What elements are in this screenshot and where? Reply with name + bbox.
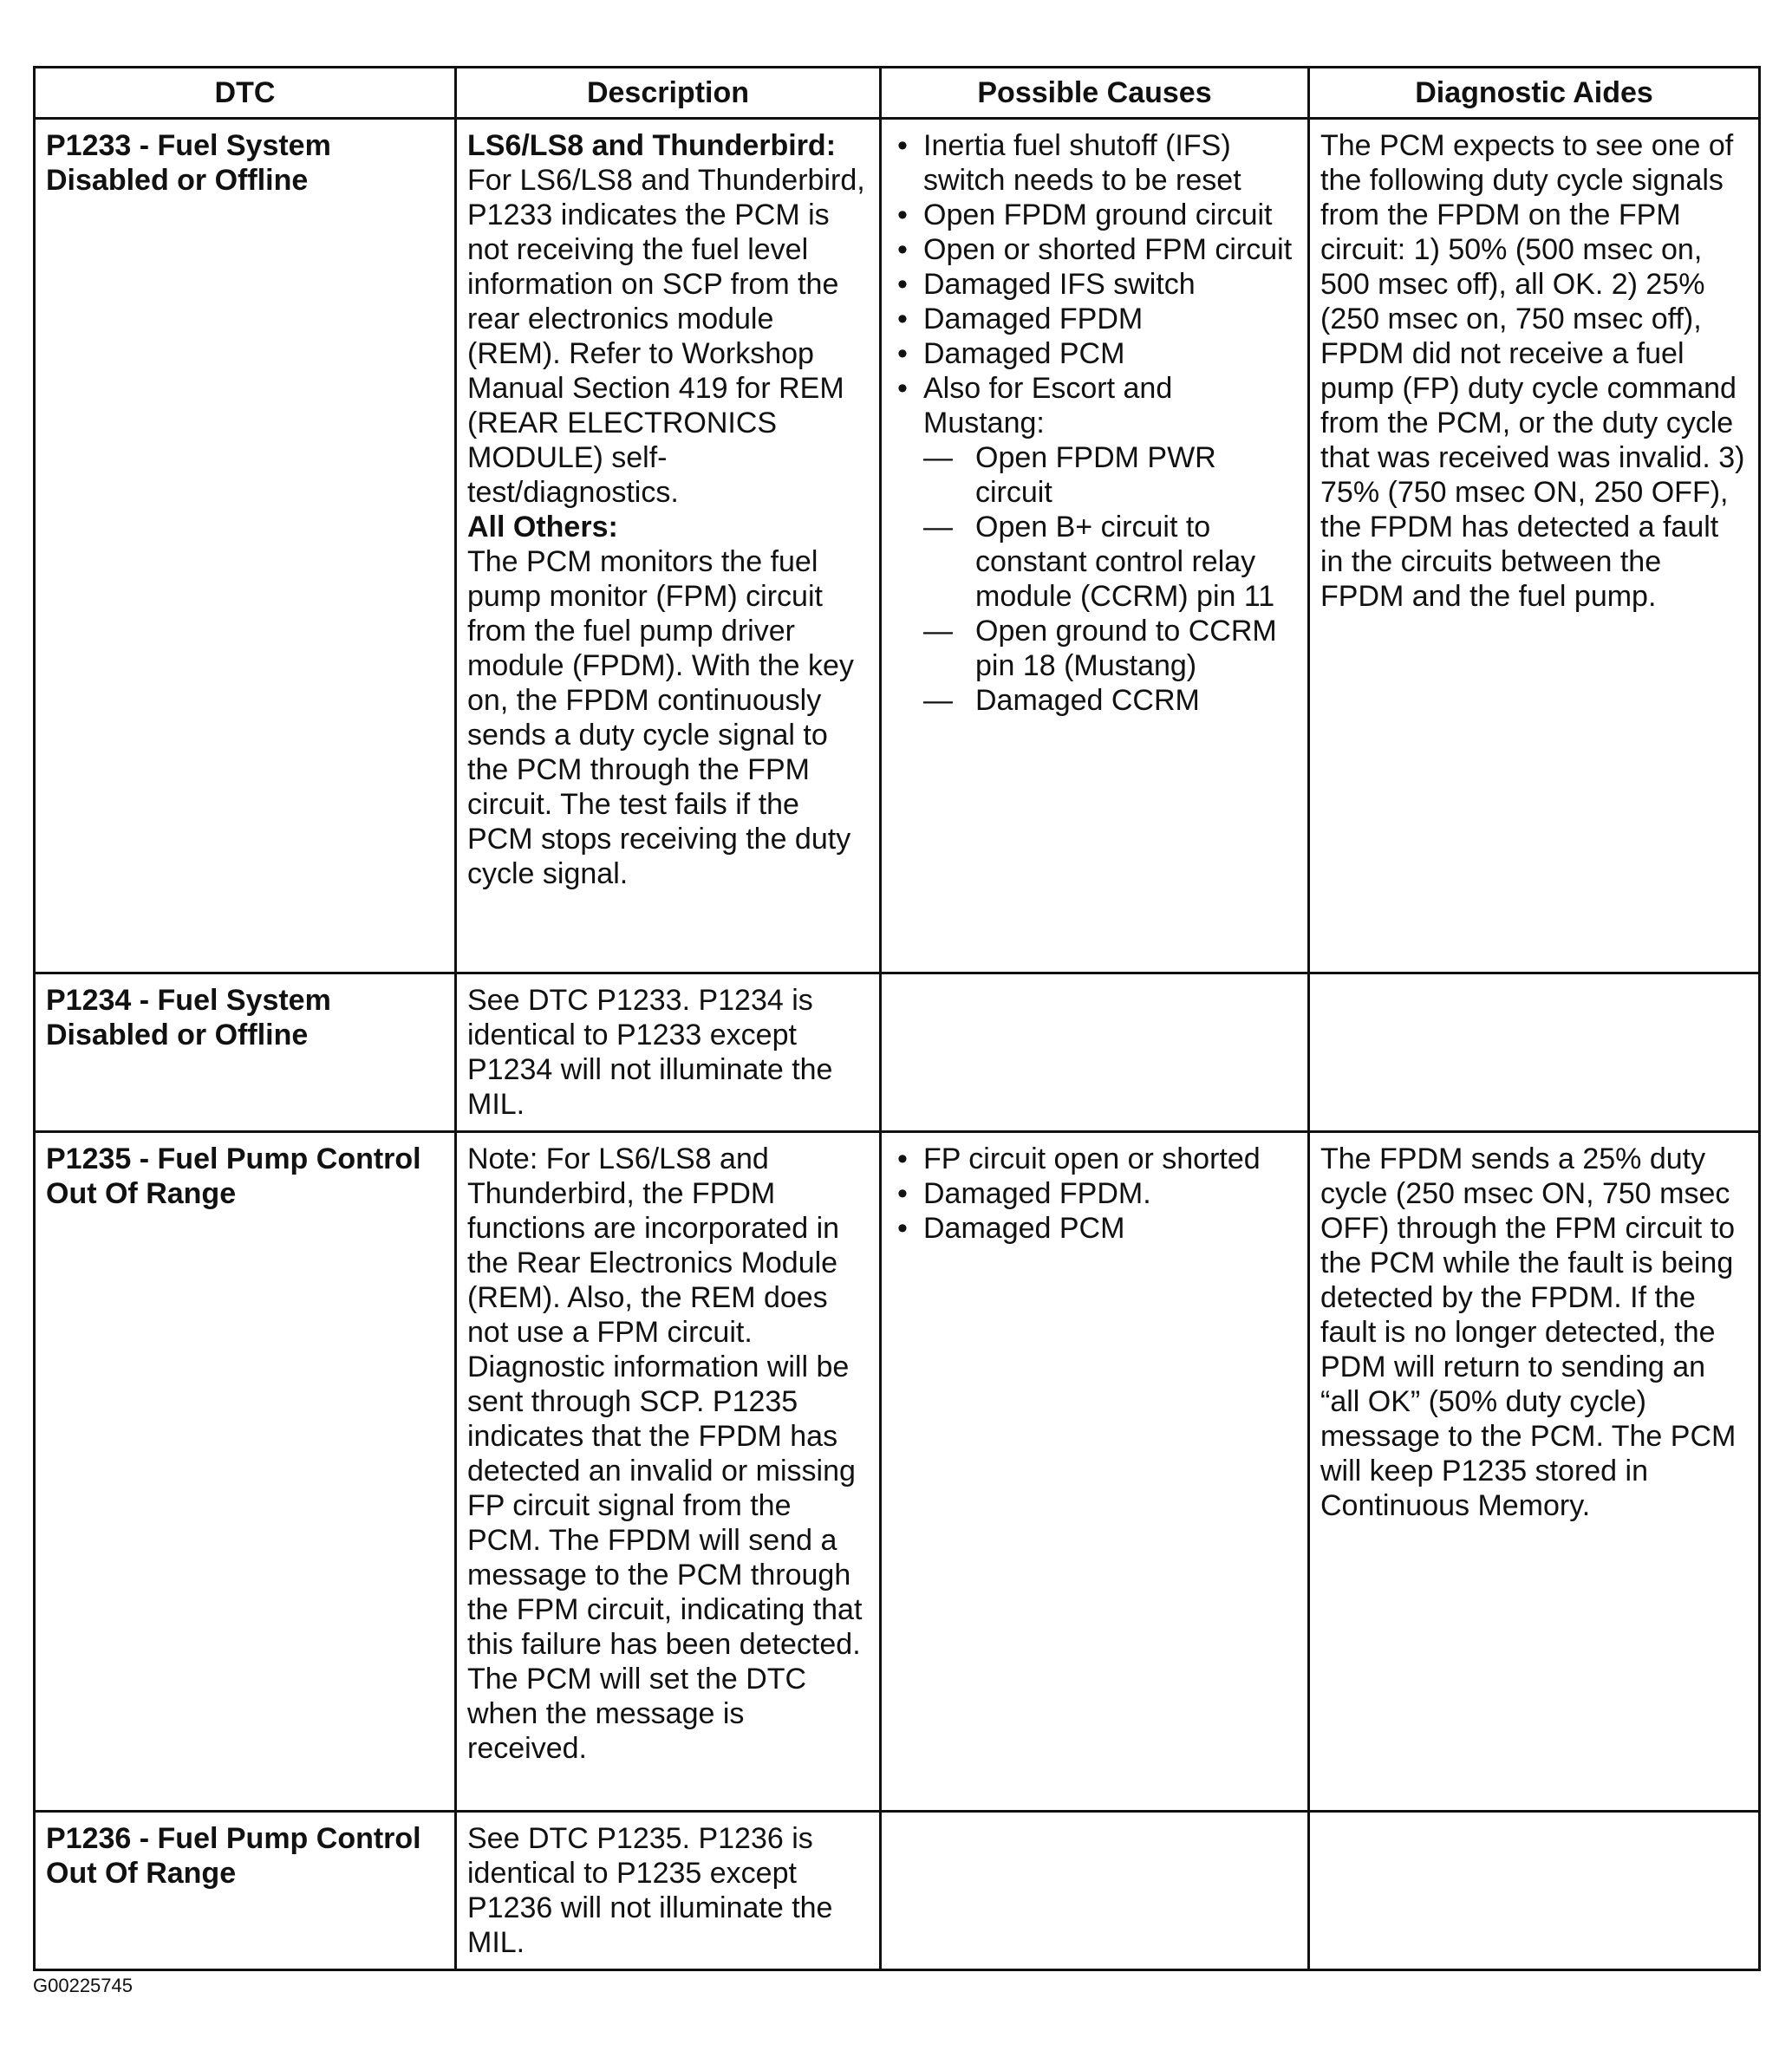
- table-row-p1233: [35, 119, 1760, 973]
- causes-list: [892, 1142, 1297, 1246]
- cause-item: • Damaged FPDM.: [892, 1176, 1297, 1211]
- dtc-cell: [35, 119, 456, 973]
- header-dtc: DTC: [35, 68, 456, 119]
- description-heading: LS6/LS8 and Thunderbird:: [467, 129, 837, 162]
- dtc-table-container: [33, 66, 1758, 1970]
- cause-item: • Damaged PCM: [892, 336, 1297, 371]
- subcause-item: — Open ground to CCRM pin 18 (Mustang): [923, 614, 1297, 683]
- table-row-p1236: [35, 1812, 1760, 1970]
- header-diagnostic-aides: Diagnostic Aides: [1309, 68, 1760, 119]
- table-row-p1235: [35, 1132, 1760, 1812]
- table-header-row: [35, 68, 1760, 119]
- cause-item: • FP circuit open or shorted: [892, 1142, 1297, 1176]
- cause-item-with-subitems: [892, 371, 1297, 718]
- description-cell: [456, 1812, 881, 1970]
- cause-item: • Open or shorted FPM circuit: [892, 232, 1297, 267]
- cause-item: • Inertia fuel shutoff (IFS) switch needs to be reset: [892, 128, 1297, 198]
- description-text: Note: For LS6/LS8 and Thunderbird, the FPDM functions are incorporated in the Rear Electronics Module (REM). Also, the REM does not use a FPM circuit. Diagnostic information will be sent through SCP. P1235 indicates that the FPDM has detected an invalid or missing FP circuit signal from the PCM. The FPDM will send a message to the PCM through the FPM circuit, indicating that this failure has been detected. The PCM will set the DTC when the message is received.: [467, 1142, 863, 1765]
- aides-cell: [1309, 119, 1760, 973]
- description-heading: All Others:: [467, 511, 618, 544]
- description-cell: [456, 119, 881, 973]
- dtc-table: [33, 66, 1761, 1971]
- figure-id: G00225745: [33, 1975, 133, 1996]
- cause-item: • Damaged FPDM: [892, 302, 1297, 336]
- table-row-p1234: [35, 973, 1760, 1132]
- causes-list: [892, 128, 1297, 718]
- header-description: Description: [456, 68, 881, 119]
- dtc-code: P1233 - Fuel System Disabled or Offline: [46, 129, 331, 197]
- header-possible-causes: Possible Causes: [881, 68, 1309, 119]
- dtc-code: P1236 - Fuel Pump Control Out Of Range: [46, 1822, 421, 1890]
- dtc-cell: [35, 1132, 456, 1812]
- subcause-item: — Open B+ circuit to constant control relay module (CCRM) pin 11: [923, 510, 1297, 614]
- aides-cell: [1309, 973, 1760, 1132]
- description-text: The PCM monitors the fuel pump monitor (FPM) circuit from the fuel pump driver module (FPDM). With the key on, the FPDM continuously sends a duty cycle signal to the PCM through the FPM circuit. The test fails if the PCM stops receiving the duty cycle signal.: [467, 545, 854, 890]
- causes-cell: [881, 119, 1309, 973]
- description-cell: [456, 1132, 881, 1812]
- dtc-cell: [35, 1812, 456, 1970]
- causes-cell: [881, 1812, 1309, 1970]
- dtc-cell: [35, 973, 456, 1132]
- aides-cell: [1309, 1132, 1760, 1812]
- aides-text: The FPDM sends a 25% duty cycle (250 msec ON, 750 msec OFF) through the FPM circuit to the PCM while the fault is being detected by the FPDM. If the fault is no longer detected, the PDM will return to sending an “all OK” (50% duty cycle) message to the PCM. The PCM will keep P1235 stored in Continuous Memory.: [1320, 1142, 1737, 1522]
- subcause-item: — Open FPDM PWR circuit: [923, 440, 1297, 510]
- causes-cell: [881, 1132, 1309, 1812]
- aides-cell: [1309, 1812, 1760, 1970]
- description-text: See DTC P1233. P1234 is identical to P1233 except P1234 will not illuminate the MIL.: [467, 984, 833, 1121]
- subcause-item: — Damaged CCRM: [923, 683, 1297, 718]
- subcauses-list: [923, 440, 1297, 718]
- cause-item: • Damaged PCM: [892, 1211, 1297, 1246]
- dtc-code: P1234 - Fuel System Disabled or Offline: [46, 984, 331, 1051]
- description-text: For LS6/LS8 and Thunderbird, P1233 indicates the PCM is not receiving the fuel level information on SCP from the rear electronics module (REM). Refer to Workshop Manual Section 419 for REM (REAR ELECTRONICS MODULE) self-test/diagnostics.: [467, 164, 865, 509]
- dtc-code: P1235 - Fuel Pump Control Out Of Range: [46, 1142, 421, 1210]
- cause-item: • Damaged IFS switch: [892, 267, 1297, 302]
- aides-text: The PCM expects to see one of the following duty cycle signals from the FPDM on the FPM circuit: 1) 50% (500 msec on, 500 msec off), all OK. 2) 25% (250 msec on, 750 msec off), FPDM did not receive a fuel pump (FP) duty cycle command from the PCM, or the duty cycle that was received was invalid. 3) 75% (750 msec ON, 250 OFF), the FPDM has detected a fault in the circuits between the FPDM and the fuel pump.: [1320, 129, 1745, 613]
- description-text: See DTC P1235. P1236 is identical to P1235 except P1236 will not illuminate the MIL.: [467, 1822, 833, 1959]
- causes-cell: [881, 973, 1309, 1132]
- cause-item: • Open FPDM ground circuit: [892, 198, 1297, 232]
- cause-item-label: Also for Escort and Mustang:: [923, 372, 1173, 439]
- description-cell: [456, 973, 881, 1132]
